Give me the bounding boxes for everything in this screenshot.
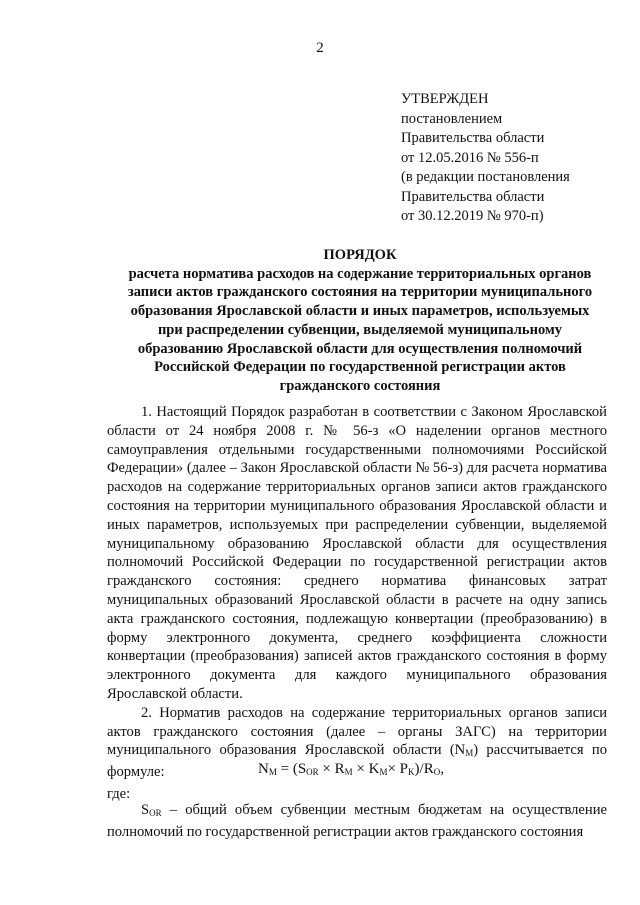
approval-line: от 12.05.2016 № 556-п bbox=[401, 149, 539, 166]
formula-r: × R bbox=[318, 761, 345, 777]
paragraph-2-subscript: М bbox=[465, 748, 474, 759]
title-line: записи актов гражданского состояния на территории муниципального bbox=[127, 284, 593, 301]
formula-ro-sub: O bbox=[433, 767, 441, 777]
formula-lhs-sub: M bbox=[268, 767, 277, 777]
document-title bbox=[100, 246, 620, 396]
formula bbox=[258, 761, 444, 778]
formula-ro: )/R bbox=[414, 761, 434, 777]
paragraph-2-text: 2. Норматив расходов на содержание территориальных органов записи актов гражданского состояния (далее – органы ЗАГС) на территории муниципального образования Ярославской области (N bbox=[107, 704, 607, 759]
formula-p: × P bbox=[387, 761, 409, 777]
page-number: 2 bbox=[316, 40, 324, 56]
title-line: при распределении субвенции, выделяемой муниципальному bbox=[157, 321, 563, 338]
title-heading: ПОРЯДОК bbox=[323, 247, 397, 263]
where-label: где: bbox=[107, 786, 131, 802]
sor-text: – общий объем субвенции местным бюджетам на осуществление полномочий по государственной регистрации актов гражданского состояния bbox=[107, 802, 607, 840]
approval-stamp bbox=[401, 90, 570, 227]
title-line: расчета норматива расходов на содержание территориальных органов bbox=[128, 265, 592, 282]
formula-eq: = (S bbox=[276, 761, 307, 777]
approval-line: постановлением bbox=[401, 110, 503, 127]
sor-symbol-sub: OR bbox=[149, 808, 162, 818]
formula-p-sub: K bbox=[408, 767, 415, 777]
title-line: гражданского состояния bbox=[279, 377, 441, 394]
formula-end: , bbox=[440, 761, 444, 777]
sor-symbol: S bbox=[141, 802, 150, 818]
title-line: образованию Ярославской области для осуществления полномочий bbox=[137, 340, 583, 357]
document-body bbox=[107, 403, 607, 782]
approval-line: Правительства области bbox=[401, 130, 545, 146]
sor-definition bbox=[107, 801, 607, 842]
formula-k: × K bbox=[352, 761, 380, 777]
approval-line: УТВЕРЖДЕН bbox=[401, 91, 489, 107]
formula-s-sub: OR bbox=[306, 767, 319, 777]
title-line: Российской Федерации по государственной регистрации актов bbox=[154, 359, 566, 376]
approval-line: (в редакции постановления bbox=[401, 169, 570, 185]
paragraph-2-tail: ) рассчитывается по формуле: bbox=[107, 742, 608, 781]
approval-line: от 30.12.2019 № 970-п) bbox=[401, 208, 544, 224]
formula-r-sub: M bbox=[344, 767, 353, 777]
paragraph-1: 1. Настоящий Порядок разработан в соответствии с Законом Ярославской области от 24 ноября 2008 г. № 56-з «О наделении органов местного самоуправления отдельными государственными полномочиями Российской Федерации» (далее – Закон Ярославской области № 56-з) для расчета норматива расходов на содержание территориальных органов записи актов гражданского состояния на территории муниципального образования Ярославской области и иных параметров, используемых при распределении субвенции, выделяемой муниципальному образованию Ярославской области для осуществления полномочий Российской Федерации по государственной регистрации актов гражданского состояния: среднего норматива финансовых затрат муниципальных образований Ярославской области в расчете на одну запись акта гражданского состояния, подлежащую конвертации (преобразованию) в форму электронного документа, среднего коэффициента сложности конвертации (преобразования) записей актов гражданского состояния в форму электронного документа для каждого муниципального образования Ярославской области. bbox=[107, 404, 607, 702]
title-line: образования Ярославской области и иных параметров, используемых bbox=[130, 303, 590, 320]
approval-line: Правительства области bbox=[401, 188, 545, 205]
formula-lhs: N bbox=[258, 761, 269, 777]
formula-k-sub: M bbox=[379, 767, 388, 777]
